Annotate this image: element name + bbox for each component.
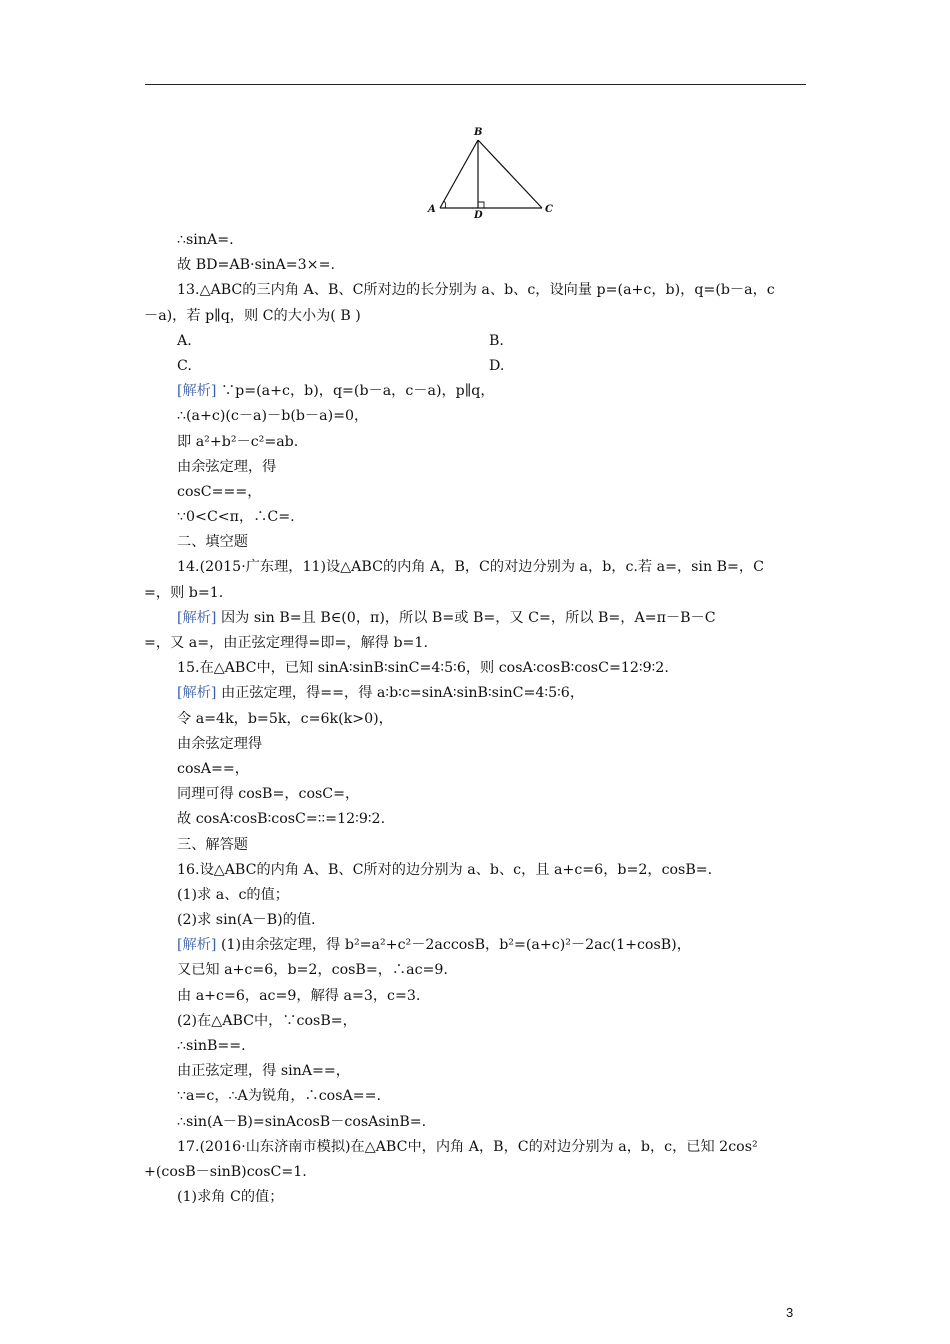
text-line (177, 958, 809, 983)
document-body (144, 228, 809, 1210)
text-line (177, 1135, 809, 1160)
line-text: =，又 a=，由正弦定理得=即=，解得 b=1. (144, 635, 428, 651)
text-line (177, 278, 809, 303)
text-line (177, 404, 809, 429)
right-angle-mark (478, 202, 484, 208)
line-text: +(cosB－sinB)cosC=1. (144, 1163, 307, 1180)
text-line (177, 253, 809, 278)
text-line (177, 505, 809, 530)
analysis-tag: [解析] (177, 609, 217, 626)
line-text: 由余弦定理得 (177, 735, 263, 752)
text-line (177, 984, 809, 1009)
text-line (177, 782, 809, 807)
triangle-diagram (420, 124, 560, 220)
line-text: ∵a=c，∴A为锐角，∴cosA==. (177, 1088, 382, 1105)
line-text: 由余弦定理，得 (177, 458, 277, 475)
text-line (177, 606, 809, 631)
line-text: ∴sinB==. (177, 1038, 246, 1054)
line-text: －a)，若 p∥q，则 C的大小为( B ) (144, 307, 361, 324)
text-line (177, 908, 809, 933)
text-line (144, 304, 809, 329)
text-line (177, 228, 809, 253)
line-text: cosC===， (177, 483, 262, 500)
line-text: 由正弦定理，得 sinA==， (177, 1063, 350, 1080)
option-text: D. (489, 357, 505, 374)
text-line (177, 1084, 809, 1109)
line-text: cosA==， (177, 760, 249, 777)
line-text: ∵p=(a+c，b)，q=(b－a，c－a)，p∥q， (216, 383, 495, 400)
text-line (177, 757, 809, 782)
line-text: (1)由余弦定理，得 b²=a²+c²－2accosB，b²=(a+c)²－2ac(1+cosB)， (216, 937, 691, 954)
line-text: 13.△ABC的三内角 A、B、C所对边的长分别为 a、b、c，设向量 p=(a+c，b)，q=(b－a，c (177, 282, 775, 299)
triangle-figure (420, 124, 560, 220)
text-line (144, 1160, 809, 1185)
text-line (177, 480, 809, 505)
line-text: 又已知 a+c=6，b=2，cosB=，∴ac=9. (177, 962, 448, 979)
line-text: (1)求角 C的值； (177, 1189, 284, 1206)
line-text: A. (177, 332, 192, 349)
line-text: 二、填空题 (177, 534, 248, 551)
text-line (177, 1110, 809, 1135)
text-line (177, 707, 809, 732)
vertex-label-b: B (474, 127, 483, 138)
text-line (144, 581, 809, 606)
vertex-label-a: A (428, 204, 436, 215)
line-text: ∴sin(A－B)=sinAcosB－cosAsinB=. (177, 1113, 427, 1130)
text-line (177, 1034, 809, 1059)
text-line (177, 455, 809, 480)
text-line (177, 1009, 809, 1034)
line-text: 由 a+c=6，ac=9，解得 a=3，c=3. (177, 987, 421, 1004)
option-text: B. (489, 332, 504, 349)
text-line (177, 379, 809, 404)
line-text: 14.(2015·广东理，11)设△ABC的内角 A，B，C的对边分别为 a，b，c.若 a=，sin B=，C (177, 559, 764, 576)
header-rule (145, 84, 806, 85)
vertex-label-c: C (545, 204, 553, 215)
text-line (177, 833, 809, 858)
page-number: 3 (786, 1305, 794, 1320)
line-text: 同理可得 cosB=，cosC=， (177, 786, 360, 803)
analysis-tag: [解析] (177, 383, 217, 400)
text-line (144, 631, 809, 656)
line-text: 故 BD=AB·sinA=3×=. (177, 257, 335, 274)
text-line (177, 1185, 809, 1210)
line-text: (1)求 a、c的值； (177, 886, 289, 903)
line-text: 令 a=4k，b=5k，c=6k(k>0)， (177, 710, 393, 727)
text-line (177, 530, 809, 555)
text-line (177, 681, 809, 706)
analysis-tag: [解析] (177, 685, 217, 702)
side-ab (440, 140, 478, 208)
text-line (177, 354, 809, 379)
text-line (177, 732, 809, 757)
line-text: ∴(a+c)(c－a)－b(b－a)=0， (177, 408, 369, 425)
text-line (177, 555, 809, 580)
line-text: 17.(2016·山东济南市模拟)在△ABC中，内角 A，B，C的对边分别为 a，b，c，已知 2cos² (177, 1138, 758, 1155)
angle-a-arc (444, 201, 446, 208)
text-line (177, 329, 809, 354)
line-text: ∴sinA=. (177, 232, 234, 248)
text-line (177, 656, 809, 681)
line-text: 故 cosA∶cosB∶cosC=∶∶=12∶9∶2. (177, 811, 386, 828)
text-line (177, 430, 809, 455)
line-text: 三、解答题 (177, 836, 248, 853)
line-text: (2)在△ABC中，∵cosB=， (177, 1012, 357, 1029)
line-text: 即 a²+b²－c²=ab. (177, 433, 299, 450)
text-line (177, 933, 809, 958)
text-line (177, 807, 809, 832)
text-line (177, 1059, 809, 1084)
line-text: 因为 sin B=且 B∈(0，π)，所以 B=或 B=，又 C=，所以 B=，A=π－B－C (216, 609, 716, 626)
line-text: =，则 b=1. (144, 584, 224, 601)
line-text: 15.在△ABC中，已知 sinA∶sinB∶sinC=4∶5∶6，则 cosA∶cosB∶cosC=12∶9∶2. (177, 660, 669, 677)
text-line (177, 883, 809, 908)
line-text: 16.设△ABC的内角 A、B、C所对的边分别为 a、b、c，且 a+c=6，b=2，cosB=. (177, 861, 713, 878)
line-text: 由正弦定理，得==，得 a∶b∶c=sinA∶sinB∶sinC=4∶5∶6， (216, 685, 585, 702)
line-text: (2)求 sin(A－B)的值. (177, 912, 316, 929)
line-text: ∵0<C<π，∴C=. (177, 509, 295, 526)
text-line (177, 858, 809, 883)
side-bc (478, 140, 542, 208)
vertex-label-d: D (474, 210, 483, 220)
analysis-tag: [解析] (177, 937, 217, 954)
line-text: C. (177, 357, 192, 374)
